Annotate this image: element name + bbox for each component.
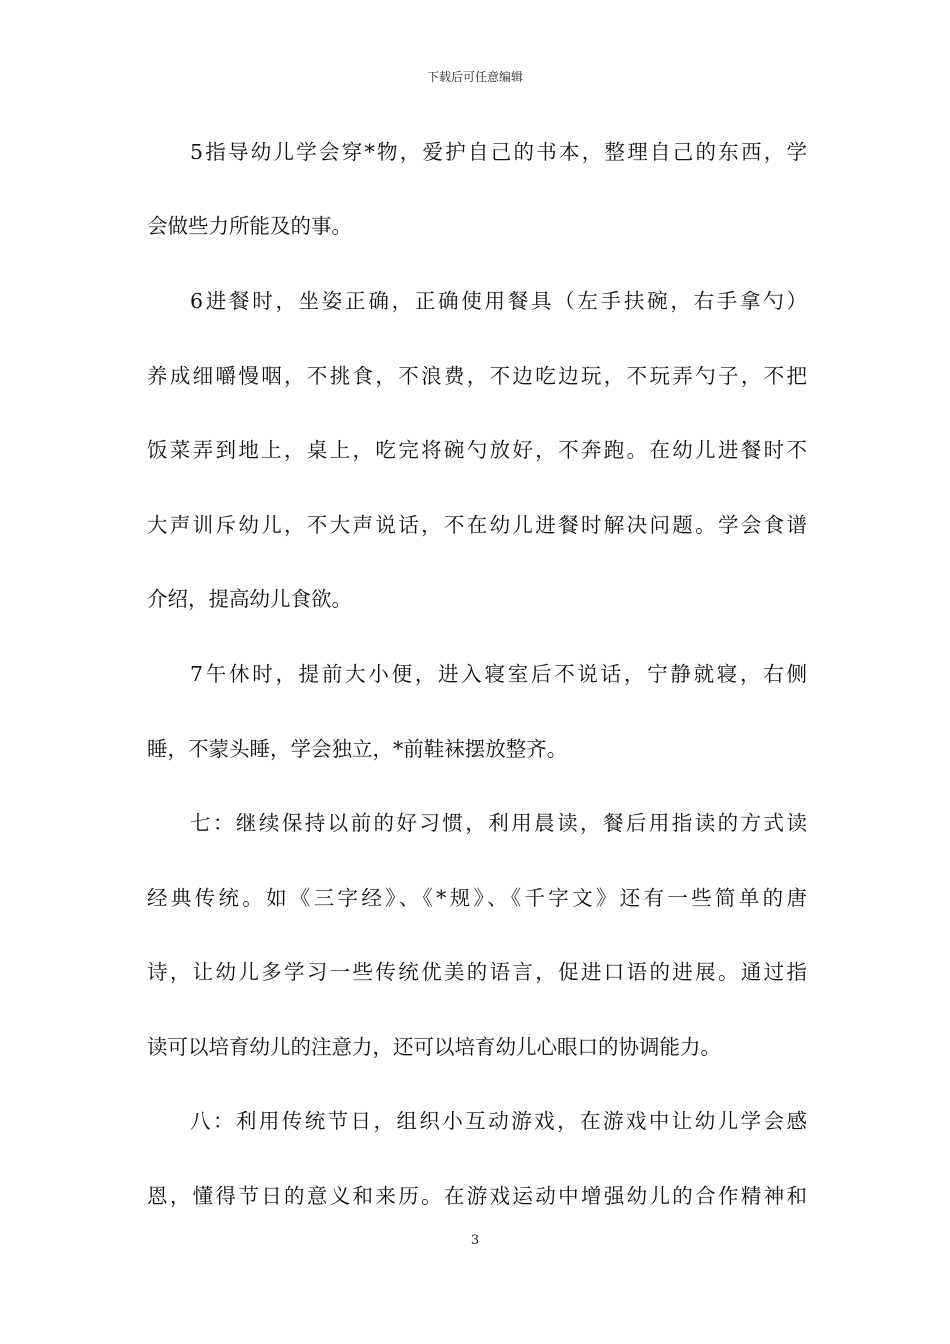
text-line: 会做些力所能及的事。 <box>147 214 352 238</box>
text-line: 饭菜弄到地上，桌上，吃完将碗勺放好，不奔跑。在幼儿进餐时不 <box>147 438 807 462</box>
text-line: 七：继续保持以前的好习惯，利用晨读，餐后用指读的方式读 <box>190 811 807 835</box>
text-line: 八：利用传统节日，组织小互动游戏，在游戏中让幼儿学会感 <box>190 1109 807 1133</box>
text-line: 读可以培育幼儿的注意力，还可以培育幼儿心眼口的协调能力。 <box>147 1035 721 1059</box>
text-line: 6进餐时，坐姿正确，正确使用餐具（左手扶碗，右手拿勺） <box>190 289 807 313</box>
text-line: 恩，懂得节日的意义和来历。在游戏运动中增强幼儿的合作精神和 <box>147 1184 807 1208</box>
text-line: 睡，不蒙头睡，学会独立，*前鞋袜摆放整齐。 <box>147 737 568 761</box>
text-line: 养成细嚼慢咽，不挑食，不浪费，不边吃边玩，不玩弄勺子，不把 <box>147 364 807 388</box>
page-number: 3 <box>470 1233 480 1248</box>
text-line: 5指导幼儿学会穿*物，爱护自己的书本，整理自己的东西，学 <box>190 140 807 164</box>
text-line: 经典传统。如《三字经》、《*规》、《千字文》还有一些简单的唐 <box>147 886 807 910</box>
text-line: 诗，让幼儿多学习一些传统优美的语言，促进口语的进展。通过指 <box>147 960 807 984</box>
page-header: 下载后可任意编辑 <box>426 70 523 84</box>
text-line: 介绍，提高幼儿食欲。 <box>147 587 352 611</box>
text-line: 大声训斥幼儿，不大声说话，不在幼儿进餐时解决问题。学会食谱 <box>147 513 807 537</box>
text-line: 7午休时，提前大小便，进入寝室后不说话，宁静就寝，右侧 <box>190 662 807 686</box>
